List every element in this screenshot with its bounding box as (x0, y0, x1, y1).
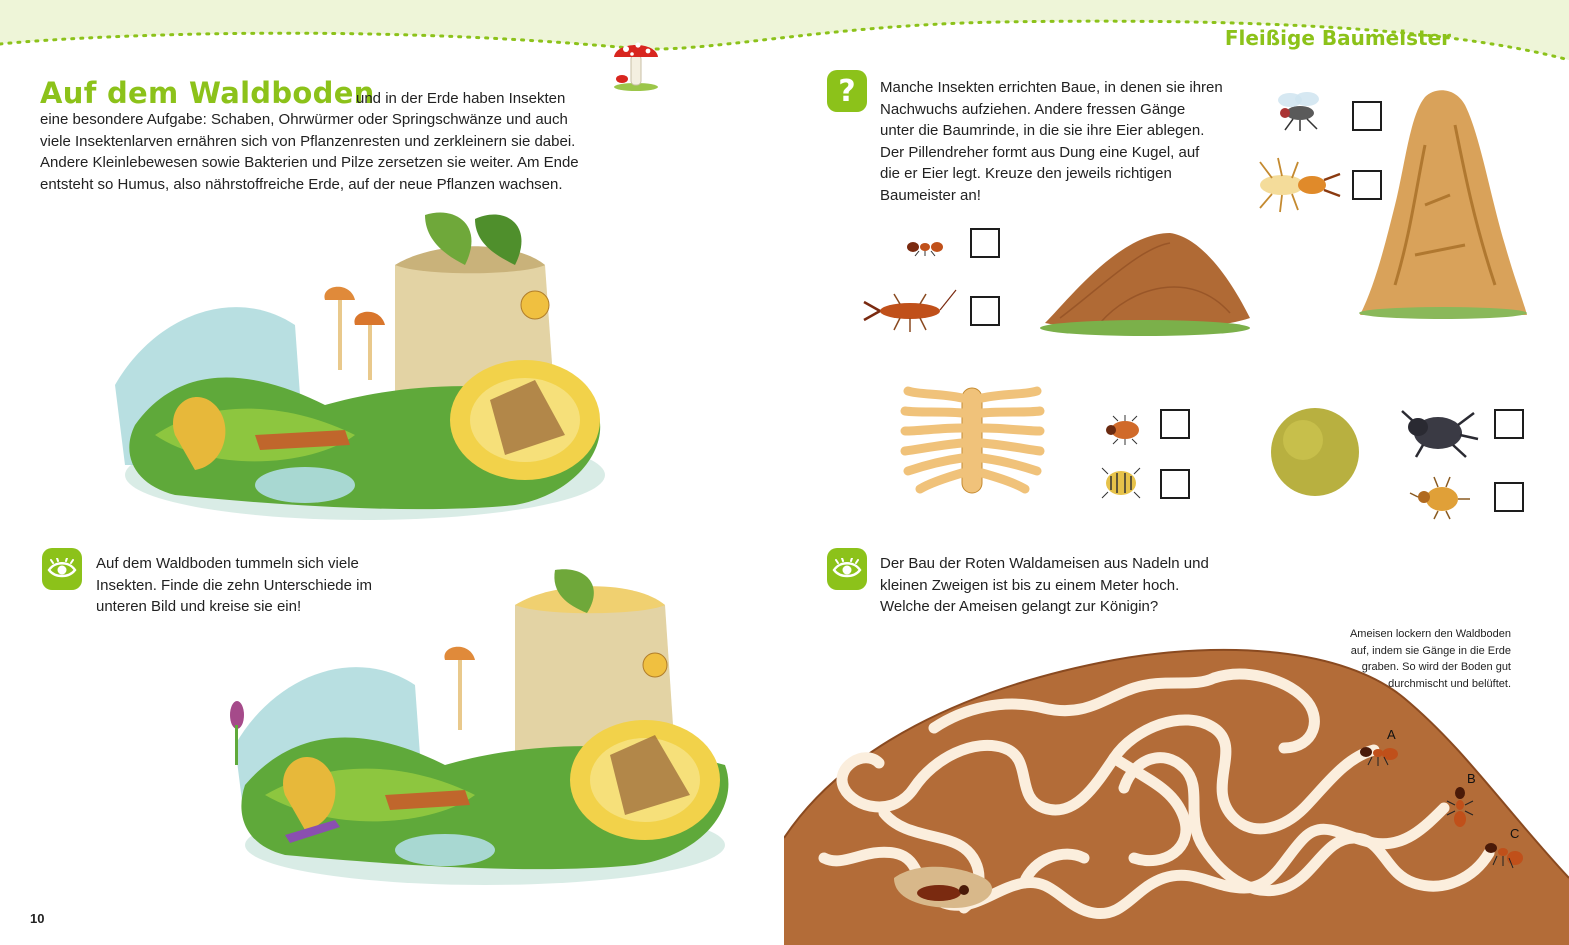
maze-label-b: B (1467, 771, 1476, 786)
beetle-illustration (1408, 475, 1473, 520)
task-line: unteren Bild und kreise sie ein! (96, 598, 302, 615)
quiz-line: Manche Insekten errichten Baue, in denen sie ihren (880, 79, 1223, 96)
fly-illustration (1265, 85, 1335, 135)
intro-line: entsteht so Humus, also nährstoffreiche Erde, auf der neue Pflanzen wachsen. (40, 175, 563, 193)
quiz-line: die er Eier legt. Kreuze den jeweils richtigen (880, 165, 1172, 182)
quiz-line: Der Pillendreher formt aus Dung eine Kugel, auf (880, 143, 1200, 161)
intro-line: viele Insektenlarven ernähren sich von Pflanzenresten und zerkleinern sie dabei. (40, 132, 576, 150)
intro-line: Andere Kleinlebewesen sowie Bakterien und Pilze zersetzen sie weiter. Am Ende (40, 154, 579, 171)
caption-line: auf, indem sie Gänge in die Erde (1350, 644, 1511, 657)
maze-task-line: Der Bau der Roten Waldameisen aus Nadeln und (880, 555, 1209, 572)
section-title: Fleißige Baumeister (1224, 26, 1451, 50)
checkbox-earwig[interactable] (970, 296, 1000, 326)
ant-b-icon[interactable] (1445, 785, 1475, 830)
earwig-illustration (860, 278, 960, 338)
top-band (0, 0, 1569, 70)
builder-quiz-text (880, 77, 1223, 206)
caption-line: Ameisen lockern den Waldboden (1349, 628, 1511, 640)
checkbox-dung-beetle[interactable] (1494, 409, 1524, 439)
checkbox-ant[interactable] (970, 228, 1000, 258)
maze-task-text (880, 553, 1209, 618)
ant-a-icon[interactable] (1358, 738, 1403, 768)
intro-first-line: und in der Erde haben Insekten (356, 90, 566, 107)
quiz-line: Baumeister an! (880, 186, 981, 204)
question-icon: ? (827, 70, 867, 112)
maze-task-line: kleinen Zweigen ist bis zu einem Meter hoch. (880, 576, 1180, 594)
quiz-line: unter die Baumrinde, in die sie ihre Eier ablegen. (880, 122, 1205, 139)
eye-icon (42, 548, 82, 590)
dung-beetle-illustration (1398, 405, 1483, 460)
anthill-illustration (1040, 228, 1255, 338)
caption-line: durchmischt und belüftet. (1388, 677, 1511, 690)
headline: Auf dem Waldboden (40, 76, 375, 110)
task-line: Auf dem Waldboden tummeln sich viele (96, 555, 359, 572)
intro-line: eine besondere Aufgabe: Schaben, Ohrwürmer oder Springschwänze und auch (40, 111, 568, 128)
checkbox-beetle[interactable] (1494, 482, 1524, 512)
quiz-line: Nachwuchs aufziehen. Andere fressen Gänge (880, 100, 1186, 118)
intro-paragraph (40, 109, 600, 195)
forest-floor-illustration-bottom[interactable] (215, 565, 745, 895)
caption-line: graben. So wird der Boden gut (1361, 661, 1511, 673)
termite-mound-illustration (1355, 85, 1530, 320)
mushroom-icon (610, 35, 662, 91)
bark-beetle-galleries-illustration (900, 383, 1045, 498)
checkbox-potato-beetle[interactable] (1160, 469, 1190, 499)
ant-c-icon[interactable] (1483, 838, 1528, 873)
maze-label-c: C (1510, 826, 1520, 841)
forest-floor-illustration-top (95, 205, 615, 535)
eye-icon (827, 548, 867, 590)
termite-soldier-illustration (1252, 150, 1342, 220)
task-line: Insekten. Finde die zehn Unterschiede im (96, 576, 372, 594)
checkbox-bark-beetle[interactable] (1160, 409, 1190, 439)
maze-task-line: Welche der Ameisen gelangt zur Königin? (880, 598, 1159, 615)
page-number: 10 (30, 911, 45, 926)
ant-illustration (905, 237, 945, 257)
maze-label-a: A (1387, 727, 1396, 742)
bark-beetle-illustration (1103, 415, 1143, 445)
potato-beetle-illustration (1098, 462, 1143, 502)
dung-ball-illustration (1265, 405, 1365, 500)
